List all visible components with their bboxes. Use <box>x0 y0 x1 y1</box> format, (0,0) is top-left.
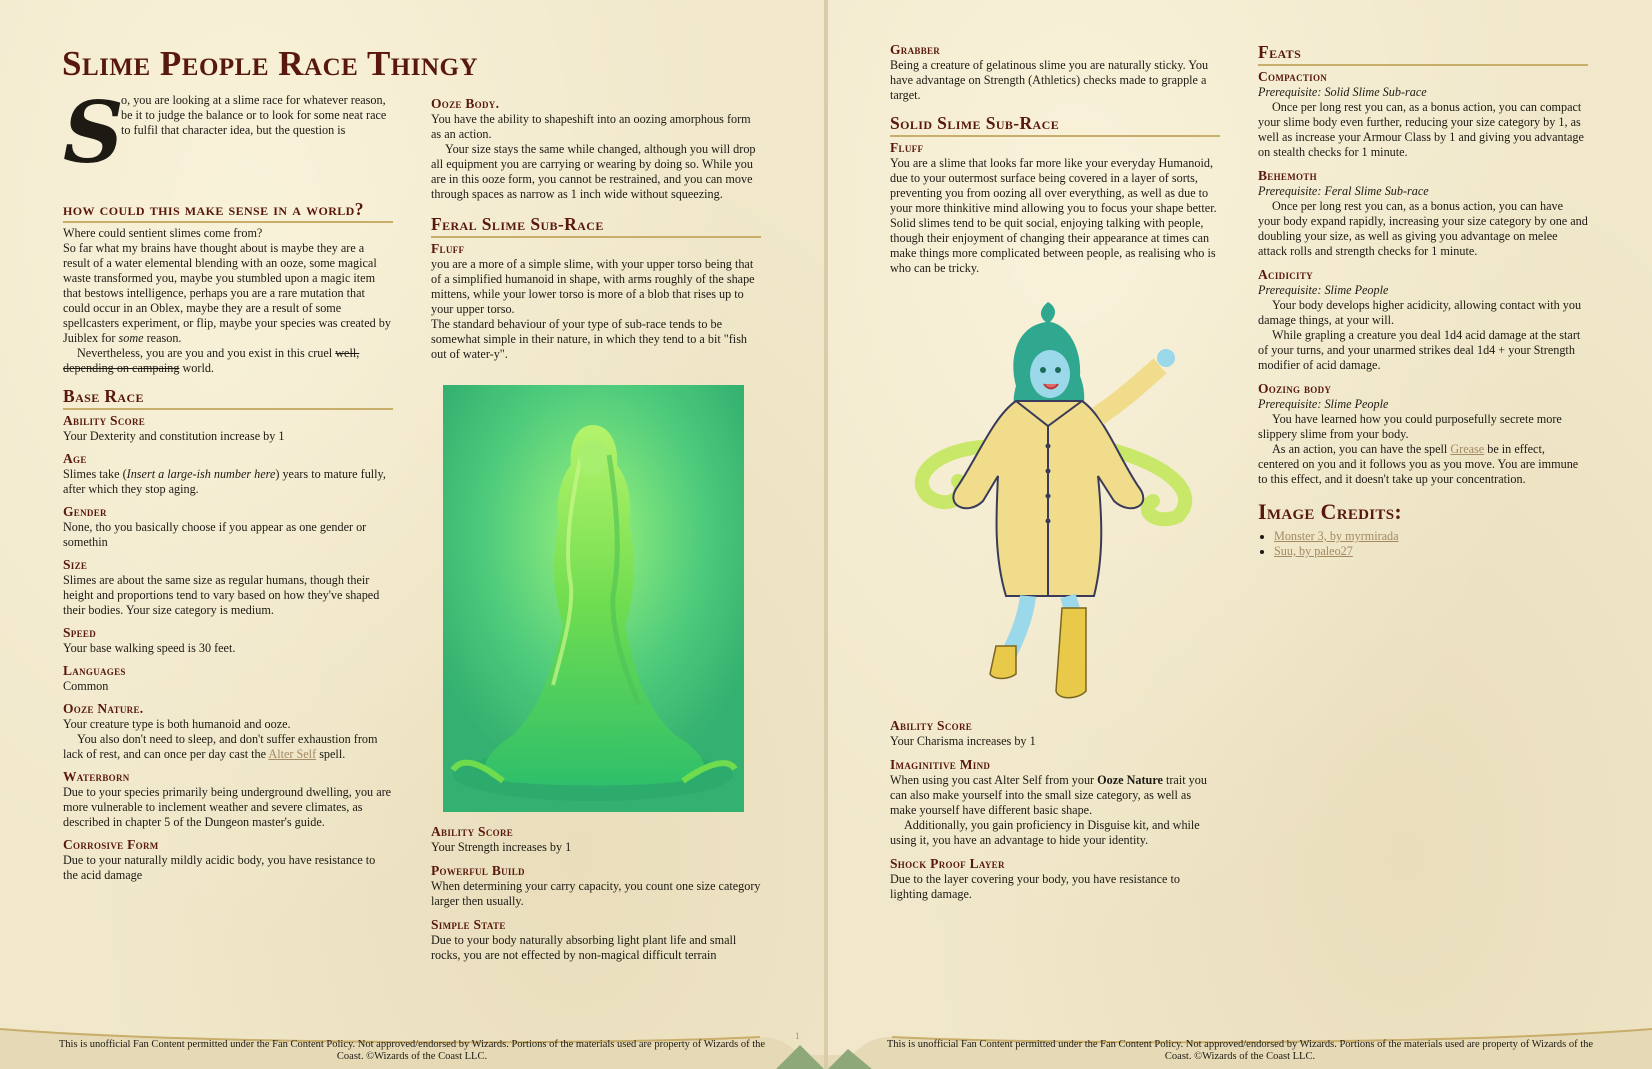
right-footer <box>828 1015 1652 1069</box>
feats-heading: Feats <box>1258 42 1588 66</box>
world-p2: So far what my brains have thought about is maybe they are a result of a water elemental blending with an ooze, some magical waste transformed you, maybe you stumbled upon a magic item that bestows intelligence, perhaps you are a rare mutation that could occur in an Oblex, maybe they are a result of some spellcasters experiment, or flip, maybe your species was created by Juiblex for some reason. <box>63 241 391 345</box>
right-column-2 <box>1258 42 1588 559</box>
corrosive-form-text: Due to your naturally mildly acidic body, you have resistance to the acid damage <box>63 853 376 882</box>
grabber-heading: Grabber <box>890 42 941 57</box>
acidicity-heading: Acidicity <box>1258 267 1313 282</box>
corrosive-form-heading: Corrosive Form <box>63 837 159 852</box>
base-race-heading: Base Race <box>63 386 393 410</box>
slime-girl-illustration <box>898 296 1198 710</box>
oozing-body-text-1: You have learned how you could purposefully secrete more slippery slime from your body. <box>1258 412 1562 441</box>
credit-link-2[interactable]: Suu, by paleo27 <box>1274 544 1353 558</box>
solid-heading: Solid Slime Sub-Race <box>890 113 1220 137</box>
compaction-heading: Compaction <box>1258 69 1328 84</box>
solid-fluff-text-1: You are a slime that looks far more like your everyday Humanoid, due to your outermost surface being covered in a layer of sorts, preventing you from oozing all over everything, as well as due to your more thinkitive mind allowing you to focus your shape better. <box>890 156 1217 215</box>
solid-ability-text: Your Charisma increases by 1 <box>890 734 1036 748</box>
languages-heading: Languages <box>63 663 126 678</box>
shock-proof-heading: Shock Proof Layer <box>890 856 1005 871</box>
drop-cap: S <box>63 83 124 182</box>
left-column-2-bottom <box>431 824 761 963</box>
world-p3: Nevertheless, you are you and you exist in this cruel well, depending on campaing world. <box>63 346 360 375</box>
page-title: Slime People Race Thingy <box>62 44 479 83</box>
left-page <box>0 0 824 1069</box>
solid-ability-heading: Ability Score <box>890 718 973 733</box>
behemoth-text: Once per long rest you can, as a bonus action, you can have your body expand rapidly, increasing your size category by one and doubling your size, as well as giving you advantage on melee attack rolls and strength checks for 1 minute. <box>1258 199 1588 258</box>
behemoth-prereq: Prerequisite: Feral Slime Sub-race <box>1258 184 1429 198</box>
acidicity-prereq: Prerequisite: Slime People <box>1258 283 1389 297</box>
compaction-text: Once per long rest you can, as a bonus action, you can compact your slime body even further, reducing your size category by 1, as well as increase your Armour Class by 1 and giving you advantage on stealth checks for 1 minute. <box>1258 100 1584 159</box>
alter-self-link[interactable]: Alter Self <box>268 747 317 761</box>
oozing-body-text-2: As an action, you can have the spell Grease be in effect, centered on you and it follows you as you move. You are immune to this effect, and it doesn't take up your concentration. <box>1258 442 1579 486</box>
right-column-1 <box>890 42 1220 276</box>
languages-text: Common <box>63 679 109 693</box>
size-heading: Size <box>63 557 88 572</box>
waterborn-heading: Waterborn <box>63 769 130 784</box>
ooze-nature-text-2: You also don't need to sleep, and don't suffer exhaustion from lack of rest, and can once per day cast the Alter Self spell. <box>63 732 378 761</box>
credit-item <box>1274 529 1588 544</box>
footer-text-right: This is unofficial Fan Content permitted under the Fan Content Policy. Not approved/endorsed by Wizards. Portions of the materials used are property of Wizards of the Coast. ©Wizards of the Coast LLC. <box>886 1039 1594 1062</box>
oozing-body-prereq: Prerequisite: Slime People <box>1258 397 1389 411</box>
gender-heading: Gender <box>63 504 107 519</box>
simple-state-heading: Simple State <box>431 917 506 932</box>
image-credits-heading: Image Credits: <box>1258 499 1402 524</box>
left-column-2 <box>431 96 761 362</box>
grabber-text: Being a creature of gelatinous slime you are naturally sticky. You have advantage on Strength (Athletics) checks made to grapple a target. <box>890 58 1209 102</box>
size-text: Slimes are about the same size as regular humans, though their height and proportions tend to vary based on how they've shaped their bodies. Your size category is medium. <box>63 573 380 617</box>
credit-link-1[interactable]: Monster 3, by myrmirada <box>1274 529 1399 543</box>
speed-text: Your base walking speed is 30 feet. <box>63 641 236 655</box>
imaginitive-mind-text-2: Additionally, you gain proficiency in Disguise kit, and while using it, you have an advantage to hide your identity. <box>890 818 1200 847</box>
feral-fluff-text-1: you are a more of a simple slime, with your upper torso being that of a simplified humanoid in shape, with arms roughly of the shape mittens, while your lower torso is more of a blob that rises up to your upper torso. <box>431 257 755 316</box>
feral-fluff-heading: Fluff <box>431 241 465 256</box>
credit-item <box>1274 544 1588 559</box>
ability-score-text: Your Dexterity and constitution increase by 1 <box>63 429 285 443</box>
ooze-nature-heading: Ooze Nature. <box>63 701 144 716</box>
world-p1: Where could sentient slimes come from? <box>63 226 263 240</box>
simple-state-text: Due to your body naturally absorbing light plant life and small rocks, you are not effected by non-magical difficult terrain <box>431 933 737 962</box>
right-page <box>828 0 1652 1069</box>
ability-score-heading: Ability Score <box>63 413 146 428</box>
solid-fluff-heading: Fluff <box>890 140 924 155</box>
world-heading: how could this make sense in a world? <box>63 199 393 223</box>
powerful-build-text: When determining your carry capacity, you count one size category larger then usually. <box>431 879 761 908</box>
intro-paragraph <box>63 83 393 193</box>
ooze-body-text-1: You have the ability to shapeshift into an oozing amorphous form as an action. <box>431 112 751 141</box>
page-number: 1 <box>795 1031 800 1041</box>
right-column-1-bottom <box>890 718 1220 902</box>
ooze-nature-text-1: Your creature type is both humanoid and ooze. <box>63 717 291 731</box>
imaginitive-mind-heading: Imaginitive Mind <box>890 757 991 772</box>
acidicity-text-2: While grapling a creature you deal 1d4 acid damage at the start of your turns, and your unarmed strikes deal 1d4 + your Strength modifier of acid damage. <box>1258 328 1581 372</box>
ooze-body-text-2: Your size stays the same while changed, although you will drop all equipment you are carrying or wearing by doing so. While you are in this ooze form, you cannot be restrained, and you can move through spaces as narrow as 1 inch wide without squeezing. <box>431 142 756 201</box>
gender-text: None, tho you basically choose if you appear as one gender or somethin <box>63 520 367 549</box>
left-column-1 <box>63 83 393 883</box>
feral-ability-heading: Ability Score <box>431 824 514 839</box>
age-heading: Age <box>63 451 87 466</box>
waterborn-text: Due to your species primarily being underground dwelling, you are more vulnerable to inclement weather and severe climates, as described in chapter 5 of the Dungeon master's guide. <box>63 785 392 829</box>
footer-text-left: This is unofficial Fan Content permitted under the Fan Content Policy. Not approved/endorsed by Wizards. Portions of the materials used are property of Wizards of the Coast. ©Wizards of the Coast LLC. <box>58 1039 766 1062</box>
intro-text: o, you are looking at a slime race for whatever reason, be it to judge the balance or to look for some neat race to fulfil that character idea, but the question is <box>121 93 387 137</box>
shock-proof-text: Due to the layer covering your body, you have resistance to lighting damage. <box>890 872 1180 901</box>
behemoth-heading: Behemoth <box>1258 168 1317 183</box>
speed-heading: Speed <box>63 625 97 640</box>
green-slime-illustration <box>443 385 744 812</box>
imaginitive-mind-text-1: When using you cast Alter Self from your Ooze Nature trait you can also make yourself into the small size category, as well as make yourself have different basic shape. <box>890 773 1207 817</box>
feral-fluff-text-2: The standard behaviour of your type of sub-race tends to be somewhat simple in their nature, in which they tend to a bit "fish out of water-y". <box>431 317 748 361</box>
compaction-prereq: Prerequisite: Solid Slime Sub-race <box>1258 85 1427 99</box>
feral-ability-text: Your Strength increases by 1 <box>431 840 572 854</box>
oozing-body-heading: Oozing body <box>1258 381 1332 396</box>
ooze-body-heading: Ooze Body. <box>431 96 500 111</box>
left-footer <box>0 1015 824 1069</box>
credits-list <box>1258 529 1588 559</box>
powerful-build-heading: Powerful Build <box>431 863 525 878</box>
age-text: Slimes take (Insert a large-ish number here) years to mature fully, after which they stop aging. <box>63 467 386 496</box>
acidicity-text-1: Your body develops higher acidicity, allowing contact with you damage things, at your will. <box>1258 298 1582 327</box>
solid-fluff-text-2: Solid slimes tend to be quit social, enjoying talking with people, though their enjoyment of changing their appearance at times can make things more complicated between people, as realising who is who can be tricky. <box>890 216 1216 275</box>
feral-heading: Feral Slime Sub-Race <box>431 214 761 238</box>
grease-link[interactable]: Grease <box>1450 442 1485 456</box>
